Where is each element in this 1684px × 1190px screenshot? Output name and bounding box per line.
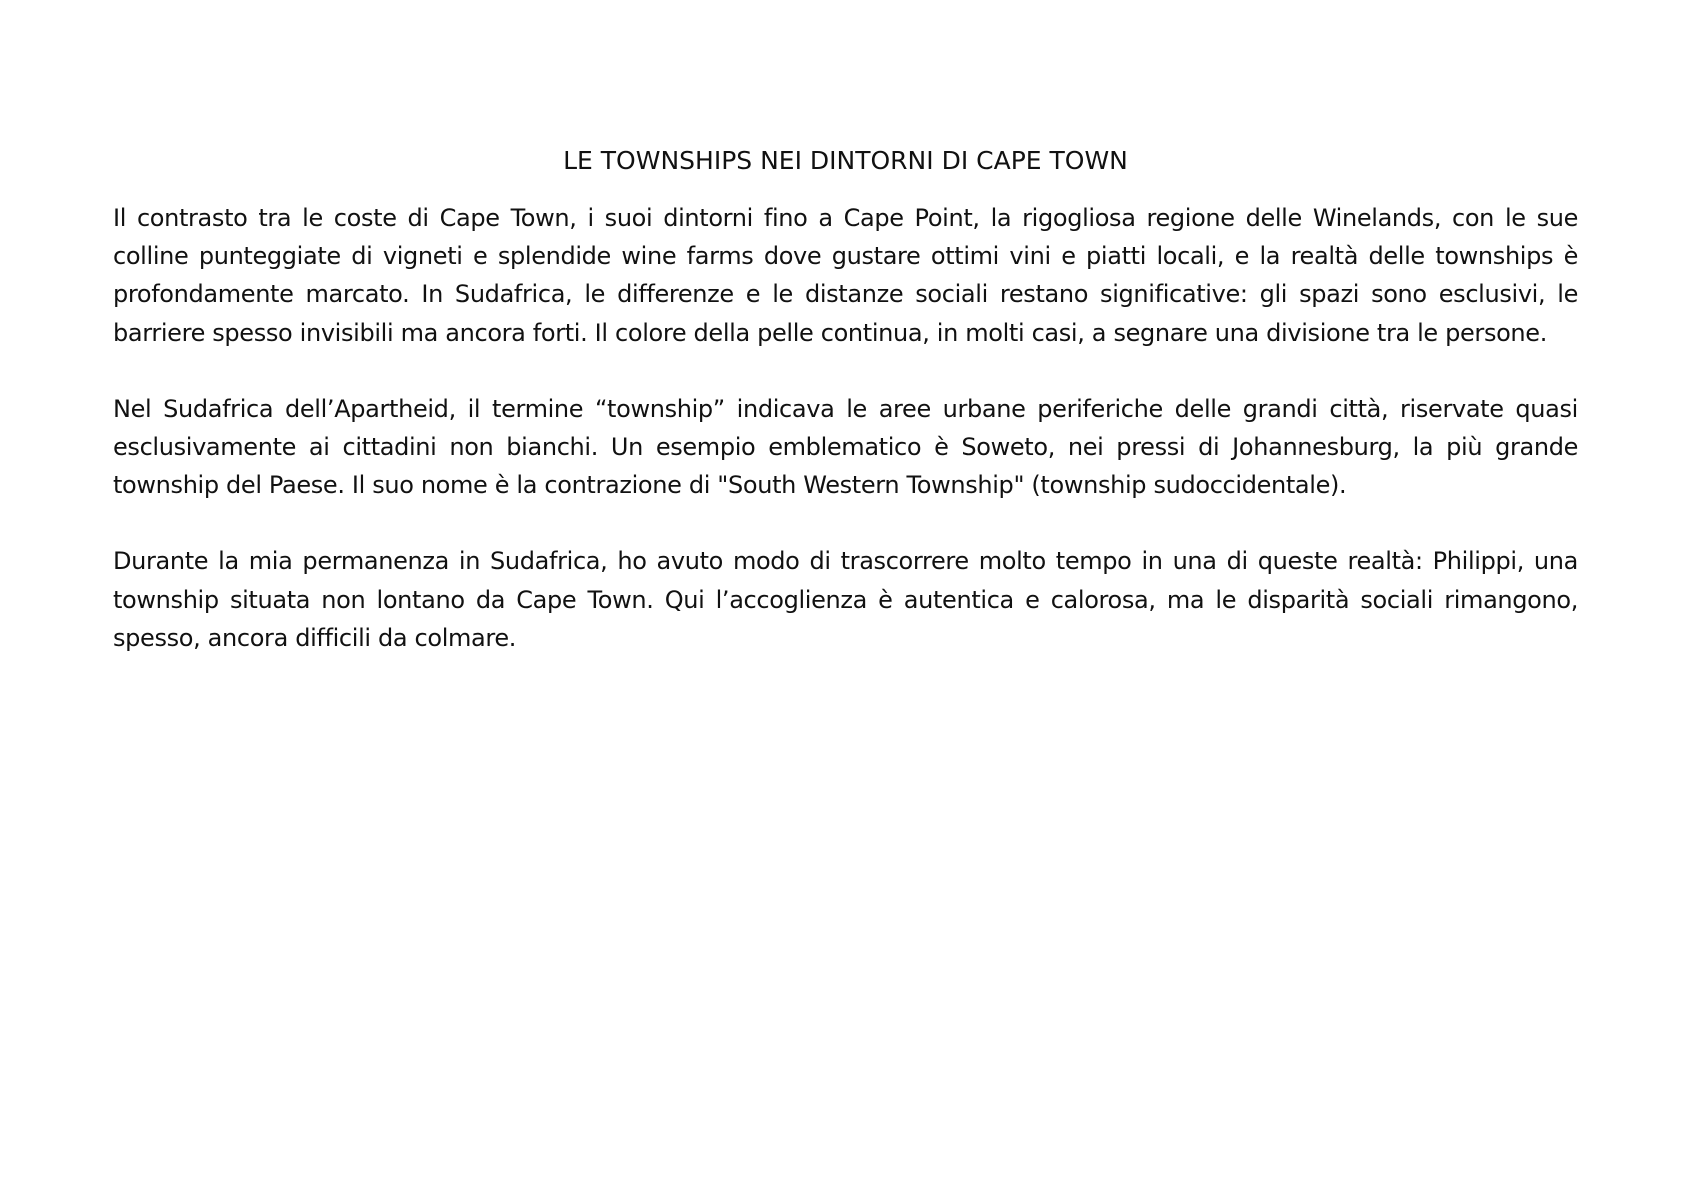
paragraph-apartheid: Nel Sudafrica dell’Apartheid, il termine “township” indicava le aree urbane periferiche delle grandi città, riservate quasi esclusivamente ai cittadini non bianchi. Un esempio emblematico è Soweto, nei pressi di Johannesburg, la più grande township del Paese. Il suo nome è la contrazione di "South Western Township" (township sudoccidentale). [113,394,1578,500]
document-title: LE TOWNSHIPS NEI DINTORNI DI CAPE TOWN [563,146,1128,175]
paragraph-philippi: Durante la mia permanenza in Sudafrica, ho avuto modo di trascorrere molto tempo in una di queste realtà: Philippi, una township situata non lontano da Cape Town. Qui l’accoglienza è autentica e calorosa, ma le disparità sociali rimangono, spesso, ancora difficili da colmare. [113,547,1578,652]
document-page [113,143,1578,695]
paragraph-contrast: Il contrasto tra le coste di Cape Town, i suoi dintorni fino a Cape Point, la rigogliosa regione delle Winelands, con le sue colline punteggiate di vigneti e splendide wine farms dove gustare ottimi vini e piatti locali, e la realtà delle townships è profondamente marcato. In Sudafrica, le differenze e le distanze sociali restano significative: gli spazi sono esclusivi, le barriere spesso invisibili ma ancora forti. Il colore della pelle continua, in molti casi, a segnare una divisione tra le persone. [113,204,1578,347]
